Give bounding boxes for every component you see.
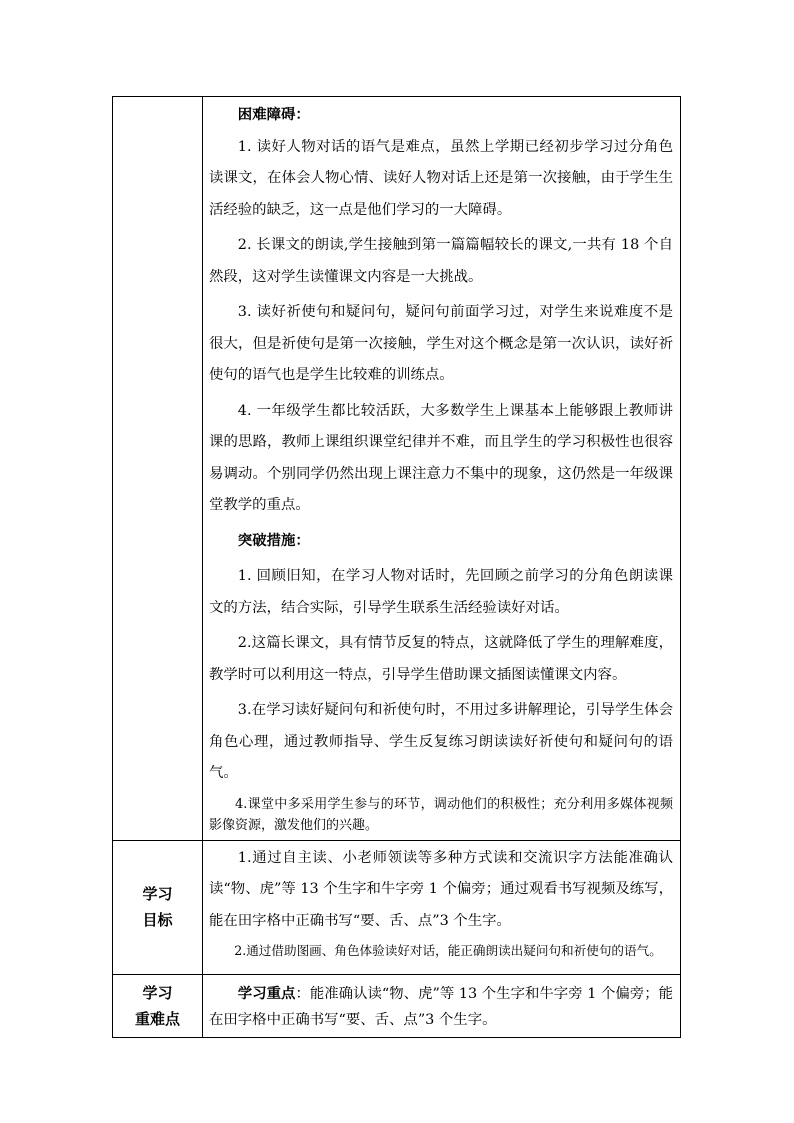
measure-item: 4.课堂中多采用学生参与的环节，调动他们的积极性；充分利用多媒体视频影像资源，激发他们的兴趣。 <box>209 796 673 833</box>
measure-item: 1. 回顾旧知，在学习人物对话时，先回顾之前学习的分角色朗读课文的方法，结合实际，引导学生联系生活经验读好对话。 <box>209 568 673 616</box>
focus-cell <box>203 974 681 1037</box>
measure-item: 2.这篇长课文，具有情节反复的特点，这就降低了学生的理解难度，教学时可以利用这一特点，引导学生借助课文插图读懂课文内容。 <box>209 635 673 683</box>
focus-row <box>113 974 681 1037</box>
focus-label <box>113 974 203 1037</box>
focus-label-line1: 学习 <box>142 983 173 1002</box>
difficulties-row <box>113 97 681 841</box>
difficulties-cell <box>203 97 681 841</box>
focus-text <box>209 981 673 1033</box>
goals-label <box>113 840 203 974</box>
difficulties-title: 困难障碍： <box>237 107 310 123</box>
difficulty-item: 3. 读好祈使句和疑问句，疑问句前面学习过，对学生来说难度不是很大，但是祈使句是第一次接触，学生对这个概念是第一次认识，读好祈使句的语气也是学生比较难的训练点。 <box>209 304 673 383</box>
goal-item: 2.通过借助图画、角色体验读好对话，能正确朗读出疑问句和祈使句的语气。 <box>234 943 662 958</box>
goals-label-line2: 目标 <box>142 911 173 929</box>
lesson-plan-table <box>112 96 681 1038</box>
goals-label-line1: 学习 <box>142 885 173 903</box>
goal-item: 1.通过自主读、小老师领读等多种方式读和交流识字方法能准确认读“物、虎”等 13 个生字和牛字旁 1 个偏旁；通过观看书写视频及练写，能在田字格中正确书写“要、舌、点”3 个生字。 <box>209 849 673 929</box>
difficulty-item: 2. 长课文的朗读,学生接触到第一篇篇幅较长的课文,一共有 18 个自然段，这对学生读懂课文内容是一大挑战。 <box>209 237 673 285</box>
difficulty-item: 1. 读好人物对话的语气是难点，虽然上学期已经初步学习过分角色读课文，在体会人物心情、读好人物对话上还是第一次接触，由于学生生活经验的缺乏，这一点是他们学习的一大障碍。 <box>209 138 673 218</box>
key-points-text: ：能准确认读“物、虎”等 13 个生字和牛字旁 1 个偏旁；能在田字格中正确书写“要、舌、点”3 个生字。 <box>209 985 673 1028</box>
difficulty-item: 4. 一年级学生都比较活跃，大多数学生上课基本上能够跟上教师讲课的思路，教师上课组织课堂纪律并不难，而且学生的学习积极性也很容易调动。个别同学仍然出现上课注意力不集中的现象，这仍然是一年级课堂教学的重点。 <box>209 402 673 513</box>
goals-row <box>113 840 681 974</box>
measure-item: 3.在学习读好疑问句和祈使句时，不用过多讲解理论，引导学生体会角色心理，通过教师指导、学生反复练习朗读读好祈使句和疑问句的语气。 <box>209 702 673 781</box>
key-points-title: 学习重点 <box>237 985 296 1002</box>
measures-title: 突破措施： <box>237 532 310 549</box>
focus-label-line2: 重难点 <box>134 1009 180 1028</box>
empty-label-cell <box>113 97 203 841</box>
goals-cell <box>203 840 681 974</box>
